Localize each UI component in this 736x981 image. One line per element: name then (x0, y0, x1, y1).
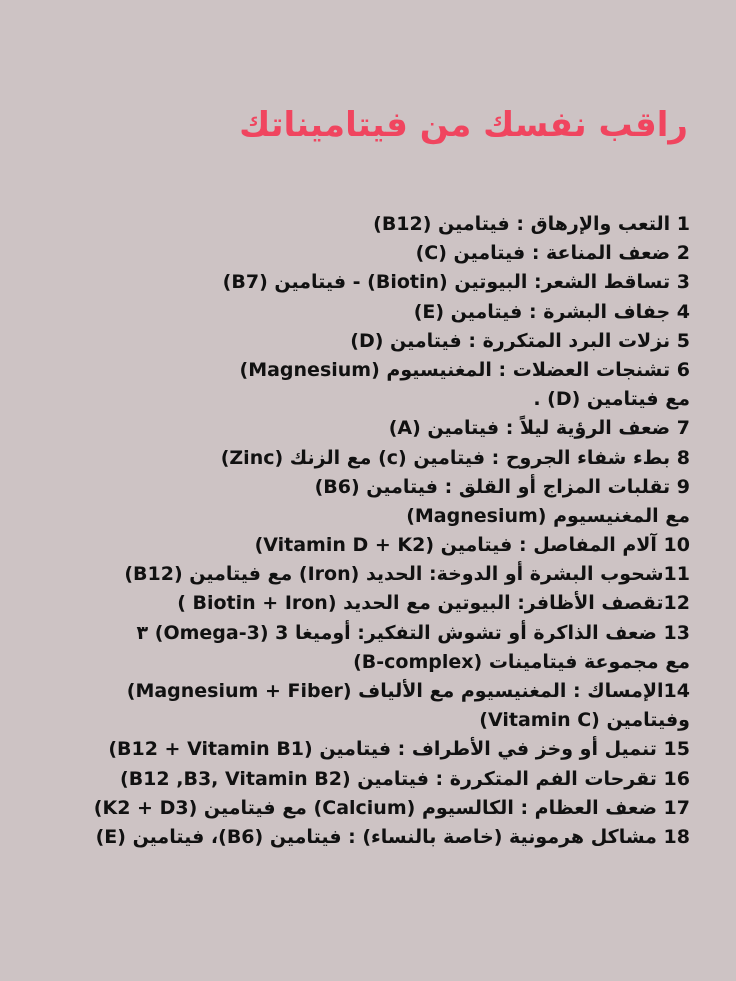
list-item: 3 تساقط الشعر: البيوتين (Biotin) - فيتامين (B7) (222, 271, 690, 294)
list-item: 15 تنميل أو وخز في الأطراف : فيتامين (B12 + Vitamin B1) (108, 738, 690, 761)
list-item-continuation: مع فيتامين (D) . (533, 388, 690, 411)
list-item: 18 مشاكل هرمونية (خاصة بالنساء) : فيتامين (B6)، فيتامين (E) (95, 825, 690, 848)
list-item: 16 تقرحات الفم المتكررة : فيتامين (B12 ,B3, Vitamin B2) (120, 767, 690, 790)
list-item: 9 تقلبات المزاج أو القلق : فيتامين (B6) (314, 475, 690, 498)
list-item: 5 نزلات البرد المتكررة : فيتامين (D) (350, 329, 690, 352)
list-item-continuation: (Magnesium) مع المغنيسيوم (406, 504, 690, 527)
list-item: 10 آلام المفاصل : فيتامين (Vitamin D + K2) (254, 534, 690, 557)
list-item-continuation: مع مجموعة فيتامينات (B-complex) (353, 650, 690, 673)
page-title: راقب نفسك من فيتاميناتك (239, 105, 688, 145)
symptom-list (30, 210, 690, 852)
list-item: 17 ضعف العظام : الكالسيوم (Calcium) مع فيتامين (K2 + D3) (93, 796, 690, 819)
list-item: 7 ضعف الرؤية ليلاً : فيتامين (A) (388, 417, 690, 440)
list-item: 8 بطء شفاء الجروح : فيتامين (c) مع الزنك (Zinc) (220, 446, 690, 469)
list-item: 1 التعب والإرهاق : فيتامين (B12) (373, 213, 690, 235)
list-item: 12تقصف الأظافر: البيوتين مع الحديد (Biotin + Iron ) (177, 592, 690, 615)
list-item: 11شحوب البشرة أو الدوخة: الحديد (Iron) مع فيتامين (B12) (124, 563, 690, 586)
list-item: 14الإمساك : المغنيسيوم مع الألياف (Magnesium + Fiber) (126, 680, 690, 702)
list-item: 6 تشنجات العضلات : المغنيسيوم (Magnesium) (239, 358, 690, 381)
list-item: 2 ضعف المناعة : فيتامين (C) (415, 242, 690, 265)
list-item: 13 ضعف الذاكرة أو تشوش التفكير: أوميغا 3 (Omega-3) ٣ (136, 621, 690, 644)
list-item: 4 جفاف البشرة : فيتامين (E) (413, 300, 690, 323)
list-item-continuation: وفيتامين (Vitamin C) (479, 709, 690, 732)
